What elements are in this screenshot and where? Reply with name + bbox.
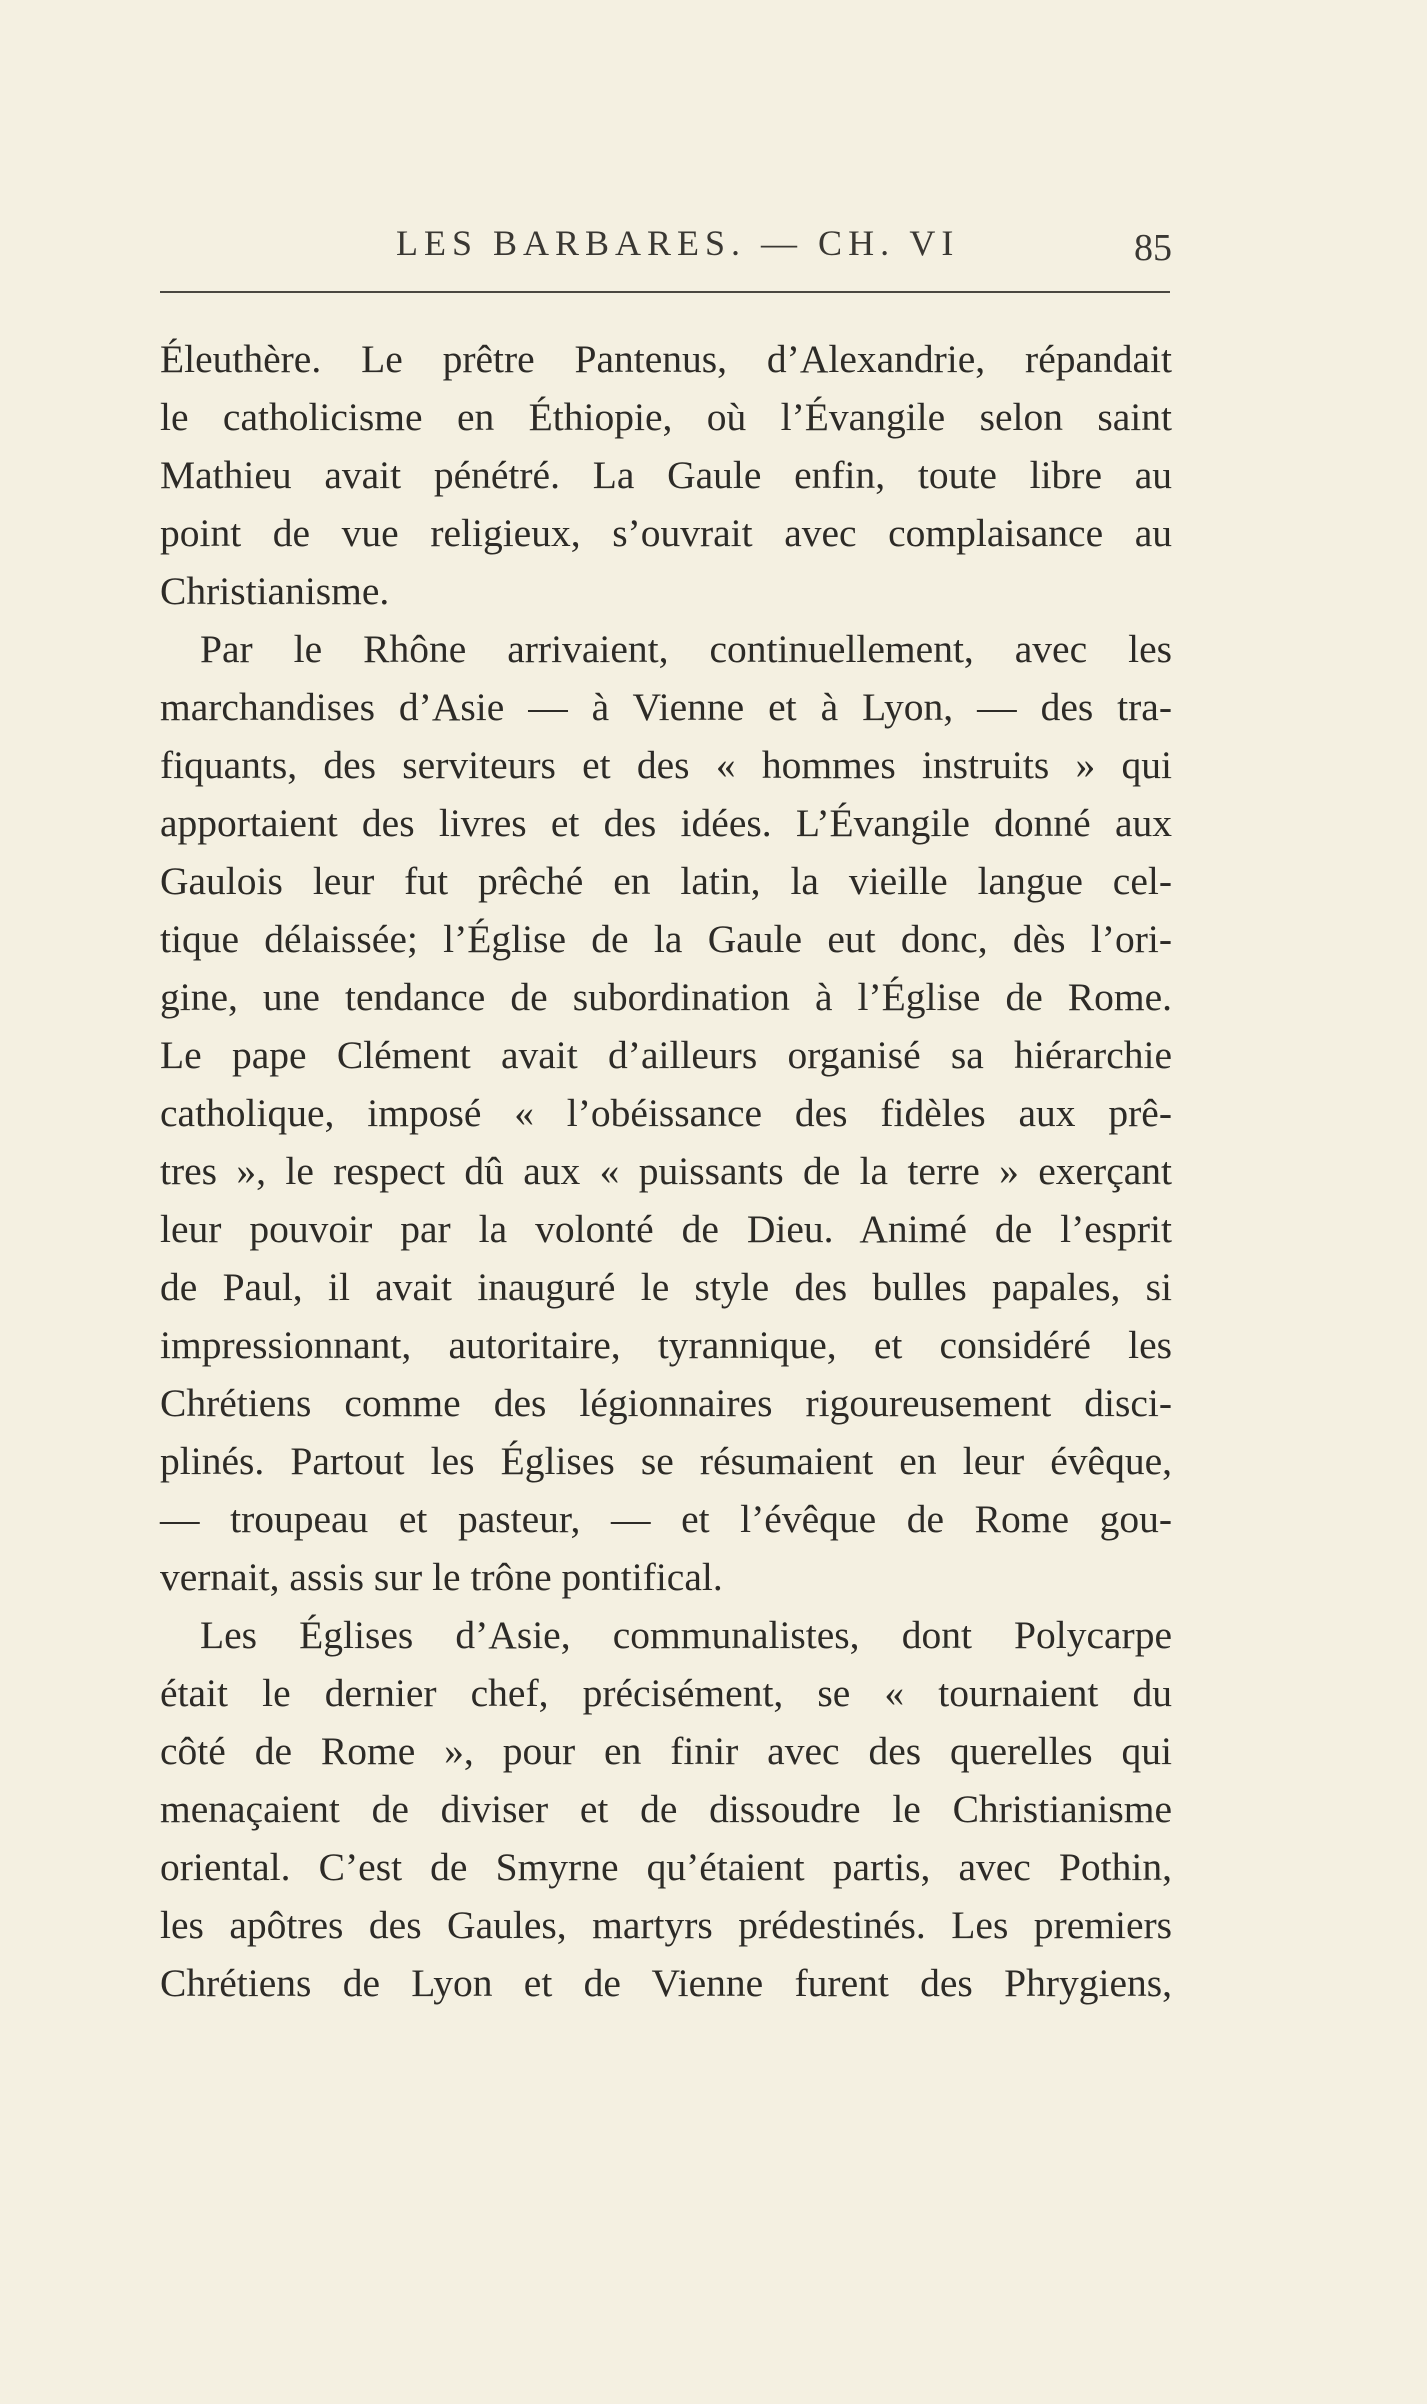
text-line: marchandises d’Asie — à Vienne et à Lyon, — des tra-	[160, 685, 1172, 729]
text-line: était le dernier chef, précisément, se « tournaient du	[160, 1671, 1172, 1715]
text-line: Les Églises d’Asie, communalistes, dont Polycarpe	[200, 1613, 1172, 1657]
text-line: gine, une tendance de subordination à l’Église de Rome.	[160, 975, 1172, 1019]
text-line: Chrétiens de Lyon et de Vienne furent des Phrygiens,	[160, 1961, 1172, 2005]
text-line: côté de Rome », pour en finir avec des querelles qui	[160, 1729, 1172, 1773]
text-line: Par le Rhône arrivaient, continuellement, avec les	[200, 627, 1172, 671]
text-line: Gaulois leur fut prêché en latin, la vieille langue cel-	[160, 859, 1172, 903]
text-line: de Paul, il avait inauguré le style des bulles papales, si	[160, 1265, 1172, 1309]
text-line: tique délaissée; l’Église de la Gaule eut donc, dès l’ori-	[160, 917, 1172, 961]
text-line: impressionnant, autoritaire, tyrannique, et considéré les	[160, 1323, 1172, 1367]
header-rule	[160, 291, 1170, 293]
text-line: vernait, assis sur le trône pontifical.	[160, 1555, 723, 1599]
text-line: plinés. Partout les Églises se résumaient en leur évêque,	[160, 1439, 1172, 1483]
text-line: fiquants, des serviteurs et des « hommes instruits » qui	[160, 743, 1172, 787]
text-line: catholique, imposé « l’obéissance des fidèles aux prê-	[160, 1091, 1172, 1135]
text-line: Chrétiens comme des légionnaires rigoureusement disci-	[160, 1381, 1172, 1425]
text-line: tres », le respect dû aux « puissants de la terre » exerçant	[160, 1149, 1172, 1193]
text-line: Le pape Clément avait d’ailleurs organisé sa hiérarchie	[160, 1033, 1172, 1077]
text-line: point de vue religieux, s’ouvrait avec complaisance au	[160, 511, 1172, 555]
page-number: 85	[1134, 227, 1172, 269]
text-line: Christianisme.	[160, 569, 390, 613]
running-title: LES BARBARES. — CH. VI	[396, 223, 960, 263]
page-header	[160, 222, 1172, 272]
body-text	[160, 330, 1172, 2012]
text-line: apportaient des livres et des idées. L’Évangile donné aux	[160, 801, 1172, 845]
text-line: Mathieu avait pénétré. La Gaule enfin, toute libre au	[160, 453, 1172, 497]
text-line: oriental. C’est de Smyrne qu’étaient partis, avec Pothin,	[160, 1845, 1172, 1889]
text-line: — troupeau et pasteur, — et l’évêque de Rome gou-	[160, 1497, 1172, 1541]
text-line: les apôtres des Gaules, martyrs prédestinés. Les premiers	[160, 1903, 1172, 1947]
text-line: Éleuthère. Le prêtre Pantenus, d’Alexandrie, répandait	[160, 337, 1172, 381]
text-line: le catholicisme en Éthiopie, où l’Évangile selon saint	[160, 395, 1172, 439]
text-line: leur pouvoir par la volonté de Dieu. Animé de l’esprit	[160, 1207, 1172, 1251]
text-line: menaçaient de diviser et de dissoudre le Christianisme	[160, 1787, 1172, 1831]
